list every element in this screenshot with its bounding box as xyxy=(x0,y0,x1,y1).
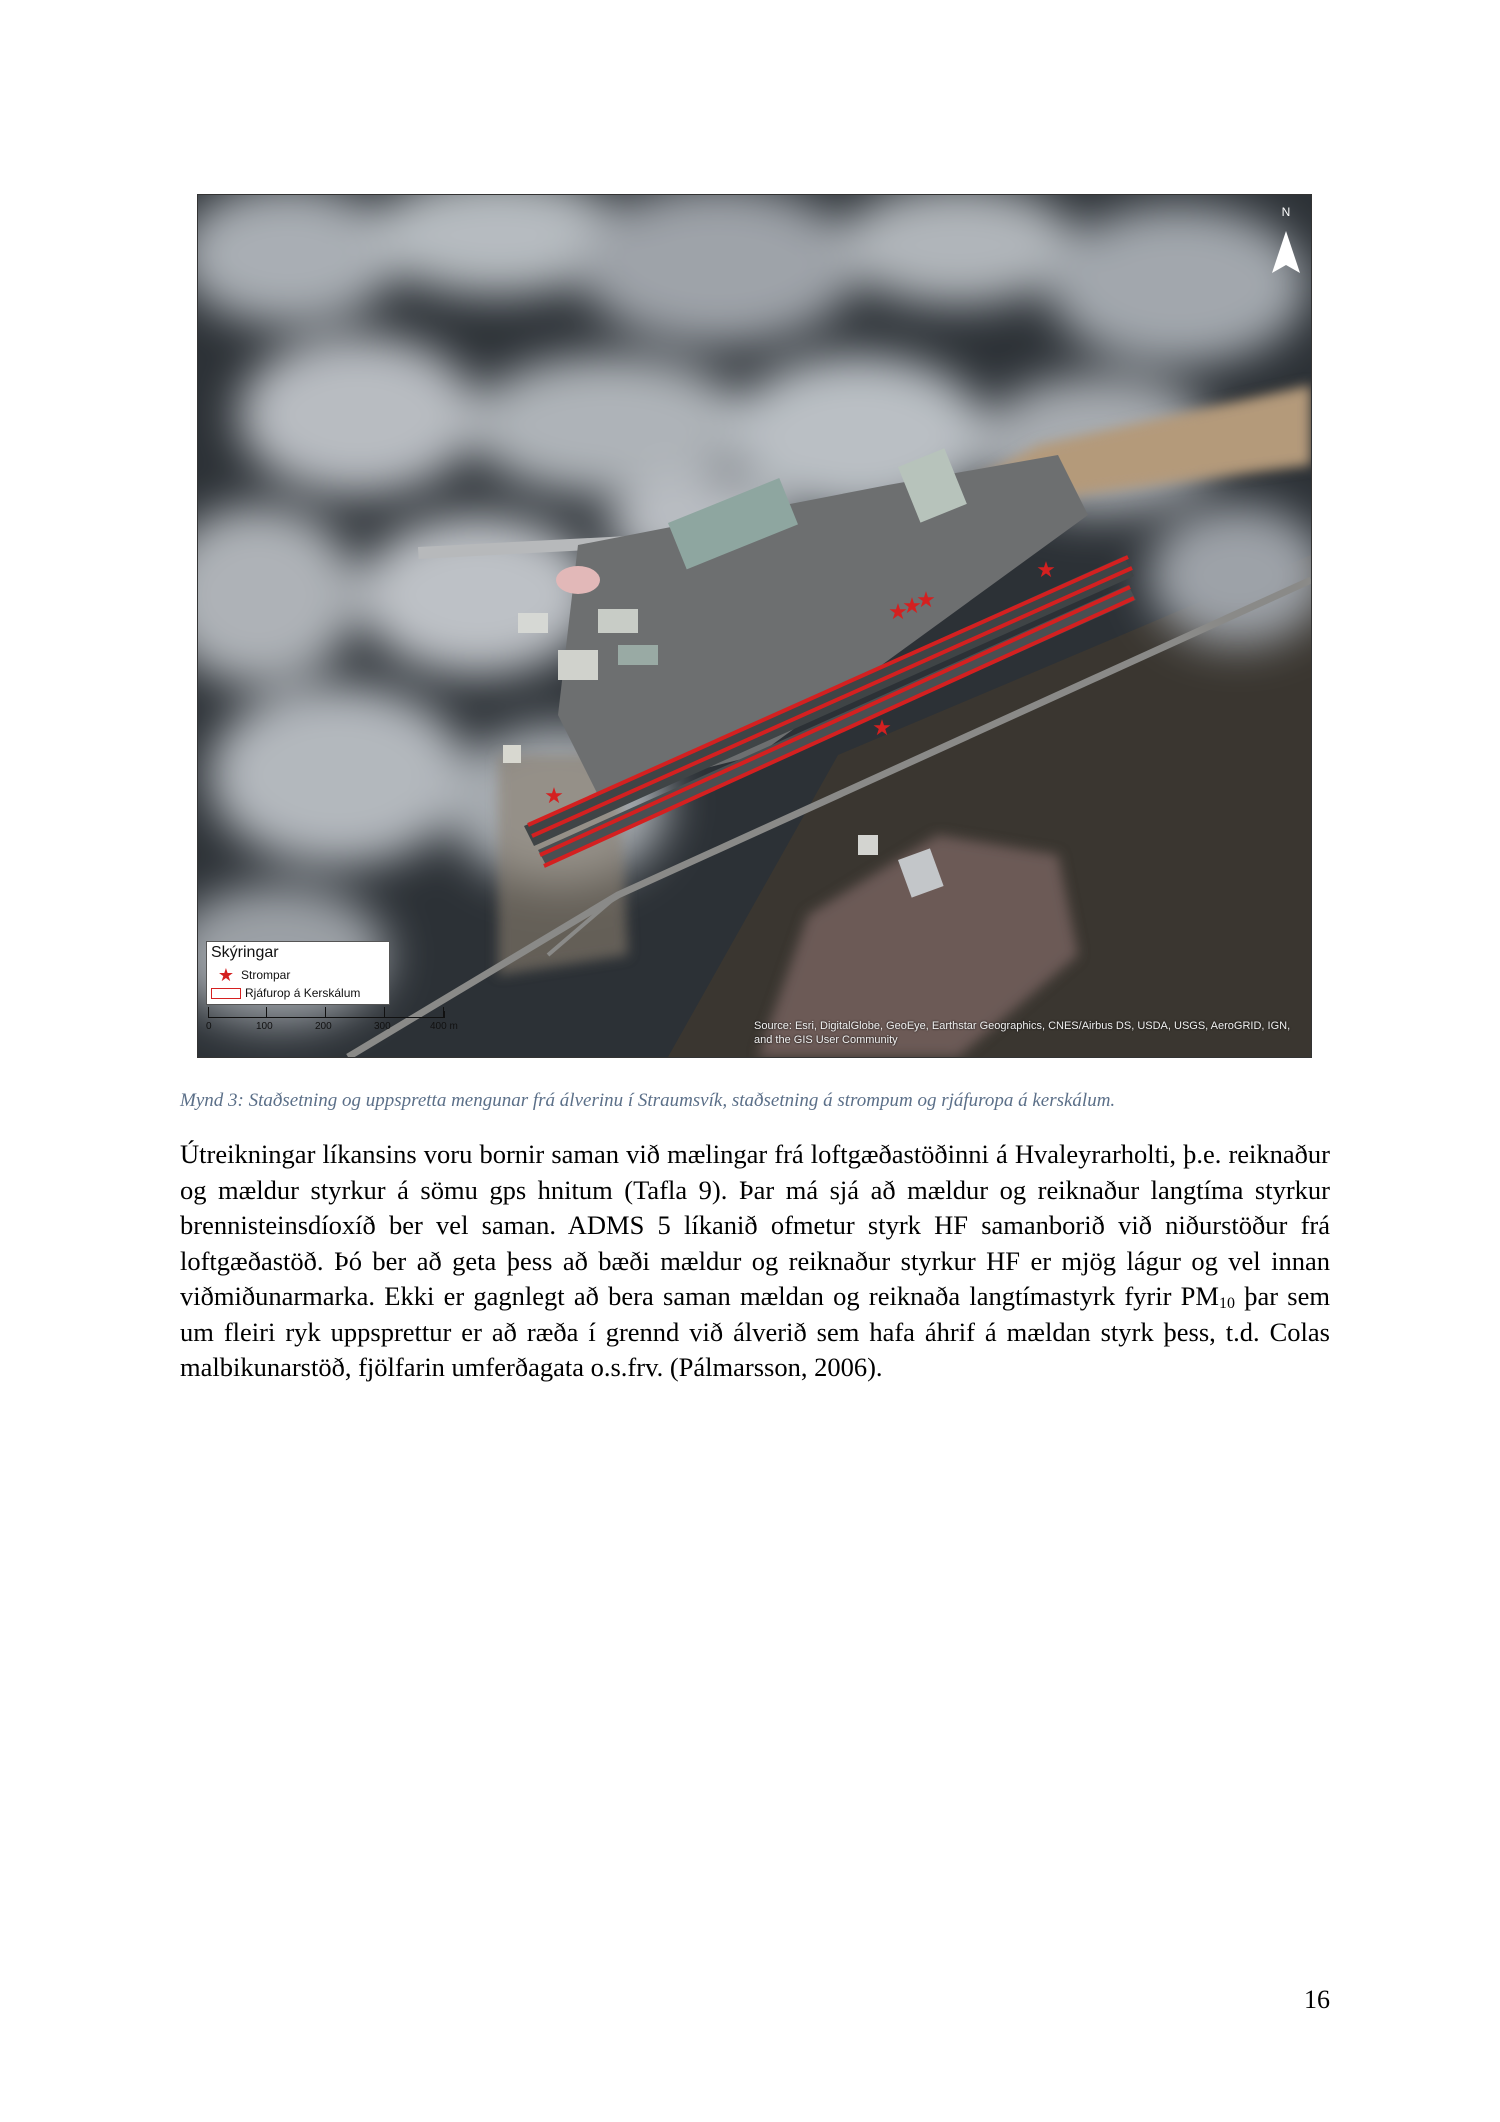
outline-rectangle-icon xyxy=(211,988,241,999)
star-icon: ★ xyxy=(888,600,908,625)
figure-caption: Mynd 3: Staðsetning og uppspretta mengunar frá álverinu í Straumsvík, staðsetning á strompum og rjáfuropa á kerskálum. xyxy=(180,1090,1116,1111)
star-icon: ★ xyxy=(217,965,235,985)
satellite-map xyxy=(198,195,1311,1057)
star-icon: ★ xyxy=(872,716,892,741)
star-icon: ★ xyxy=(902,594,922,619)
body-text-main: Útreikningar líkansins voru bornir saman við mælingar frá loftgæðastöðinni á Hvaleyrarholti, þ.e. reiknaður og mældur styrkur á sömu gps hnitum (Tafla 9). Þar má sjá að mældur og reiknaður langtíma styrkur brennisteinsdíoxíð ber vel saman. ADMS 5 líkanið ofmetur styrk HF samanborið við niðurstöður frá loftgæðastöð. Þó ber að geta þess að bæði mældur og reiknaður styrkur HF er mjög lágur og vel innan viðmiðunarmarka. Ekki er gagnlegt að bera saman mældan og reiknaða langtímastyrk fyrir PM xyxy=(180,1139,1330,1311)
scale-label: 0 xyxy=(206,1021,212,1032)
map-source-attribution: Source: Esri, DigitalGlobe, GeoEye, Earthstar Geographics, CNES/Airbus DS, USDA, USGS, AeroGRID, IGN, and the GIS User Community xyxy=(754,1020,1291,1046)
scale-label: 200 xyxy=(315,1021,332,1032)
subscript: 10 xyxy=(1218,1295,1235,1312)
legend-item-roof-vents xyxy=(211,986,360,1000)
legend-item-label: Rjáfurop á Kerskálum xyxy=(245,986,361,1000)
map-legend xyxy=(206,941,390,1005)
scale-label: 300 xyxy=(374,1021,391,1032)
scale-tick xyxy=(384,1007,385,1017)
legend-title: Skýringar xyxy=(211,944,279,961)
north-label: N xyxy=(1281,205,1291,219)
scale-tick xyxy=(325,1007,326,1017)
star-icon: ★ xyxy=(544,784,564,809)
scale-tick xyxy=(208,1007,209,1017)
legend-item-chimneys xyxy=(211,965,291,985)
scale-bar-line xyxy=(208,1011,445,1018)
north-indicator xyxy=(1266,205,1306,275)
scale-tick xyxy=(443,1007,444,1017)
scale-label: 400 m xyxy=(430,1021,458,1032)
scale-tick xyxy=(266,1007,267,1017)
legend-item-label: Strompar xyxy=(241,968,291,982)
star-icon: ★ xyxy=(1036,558,1056,583)
body-paragraph xyxy=(180,1137,1330,1386)
page-number: 16 xyxy=(1304,1985,1330,2014)
map-figure xyxy=(197,194,1312,1058)
scale-label: 100 xyxy=(256,1021,273,1032)
star-icon: ★ xyxy=(916,588,936,613)
scale-bar xyxy=(198,1007,468,1051)
body-text-continued: þar sem um fleiri ryk uppsprettur er að ræða í grennd við álverið sem hafa áhrif á mældan styrk þess, t.d. Colas malbikunarstöð, fjölfarin umferðagata o.s.frv. (Pálmarsson, 2006). xyxy=(180,1281,1330,1382)
